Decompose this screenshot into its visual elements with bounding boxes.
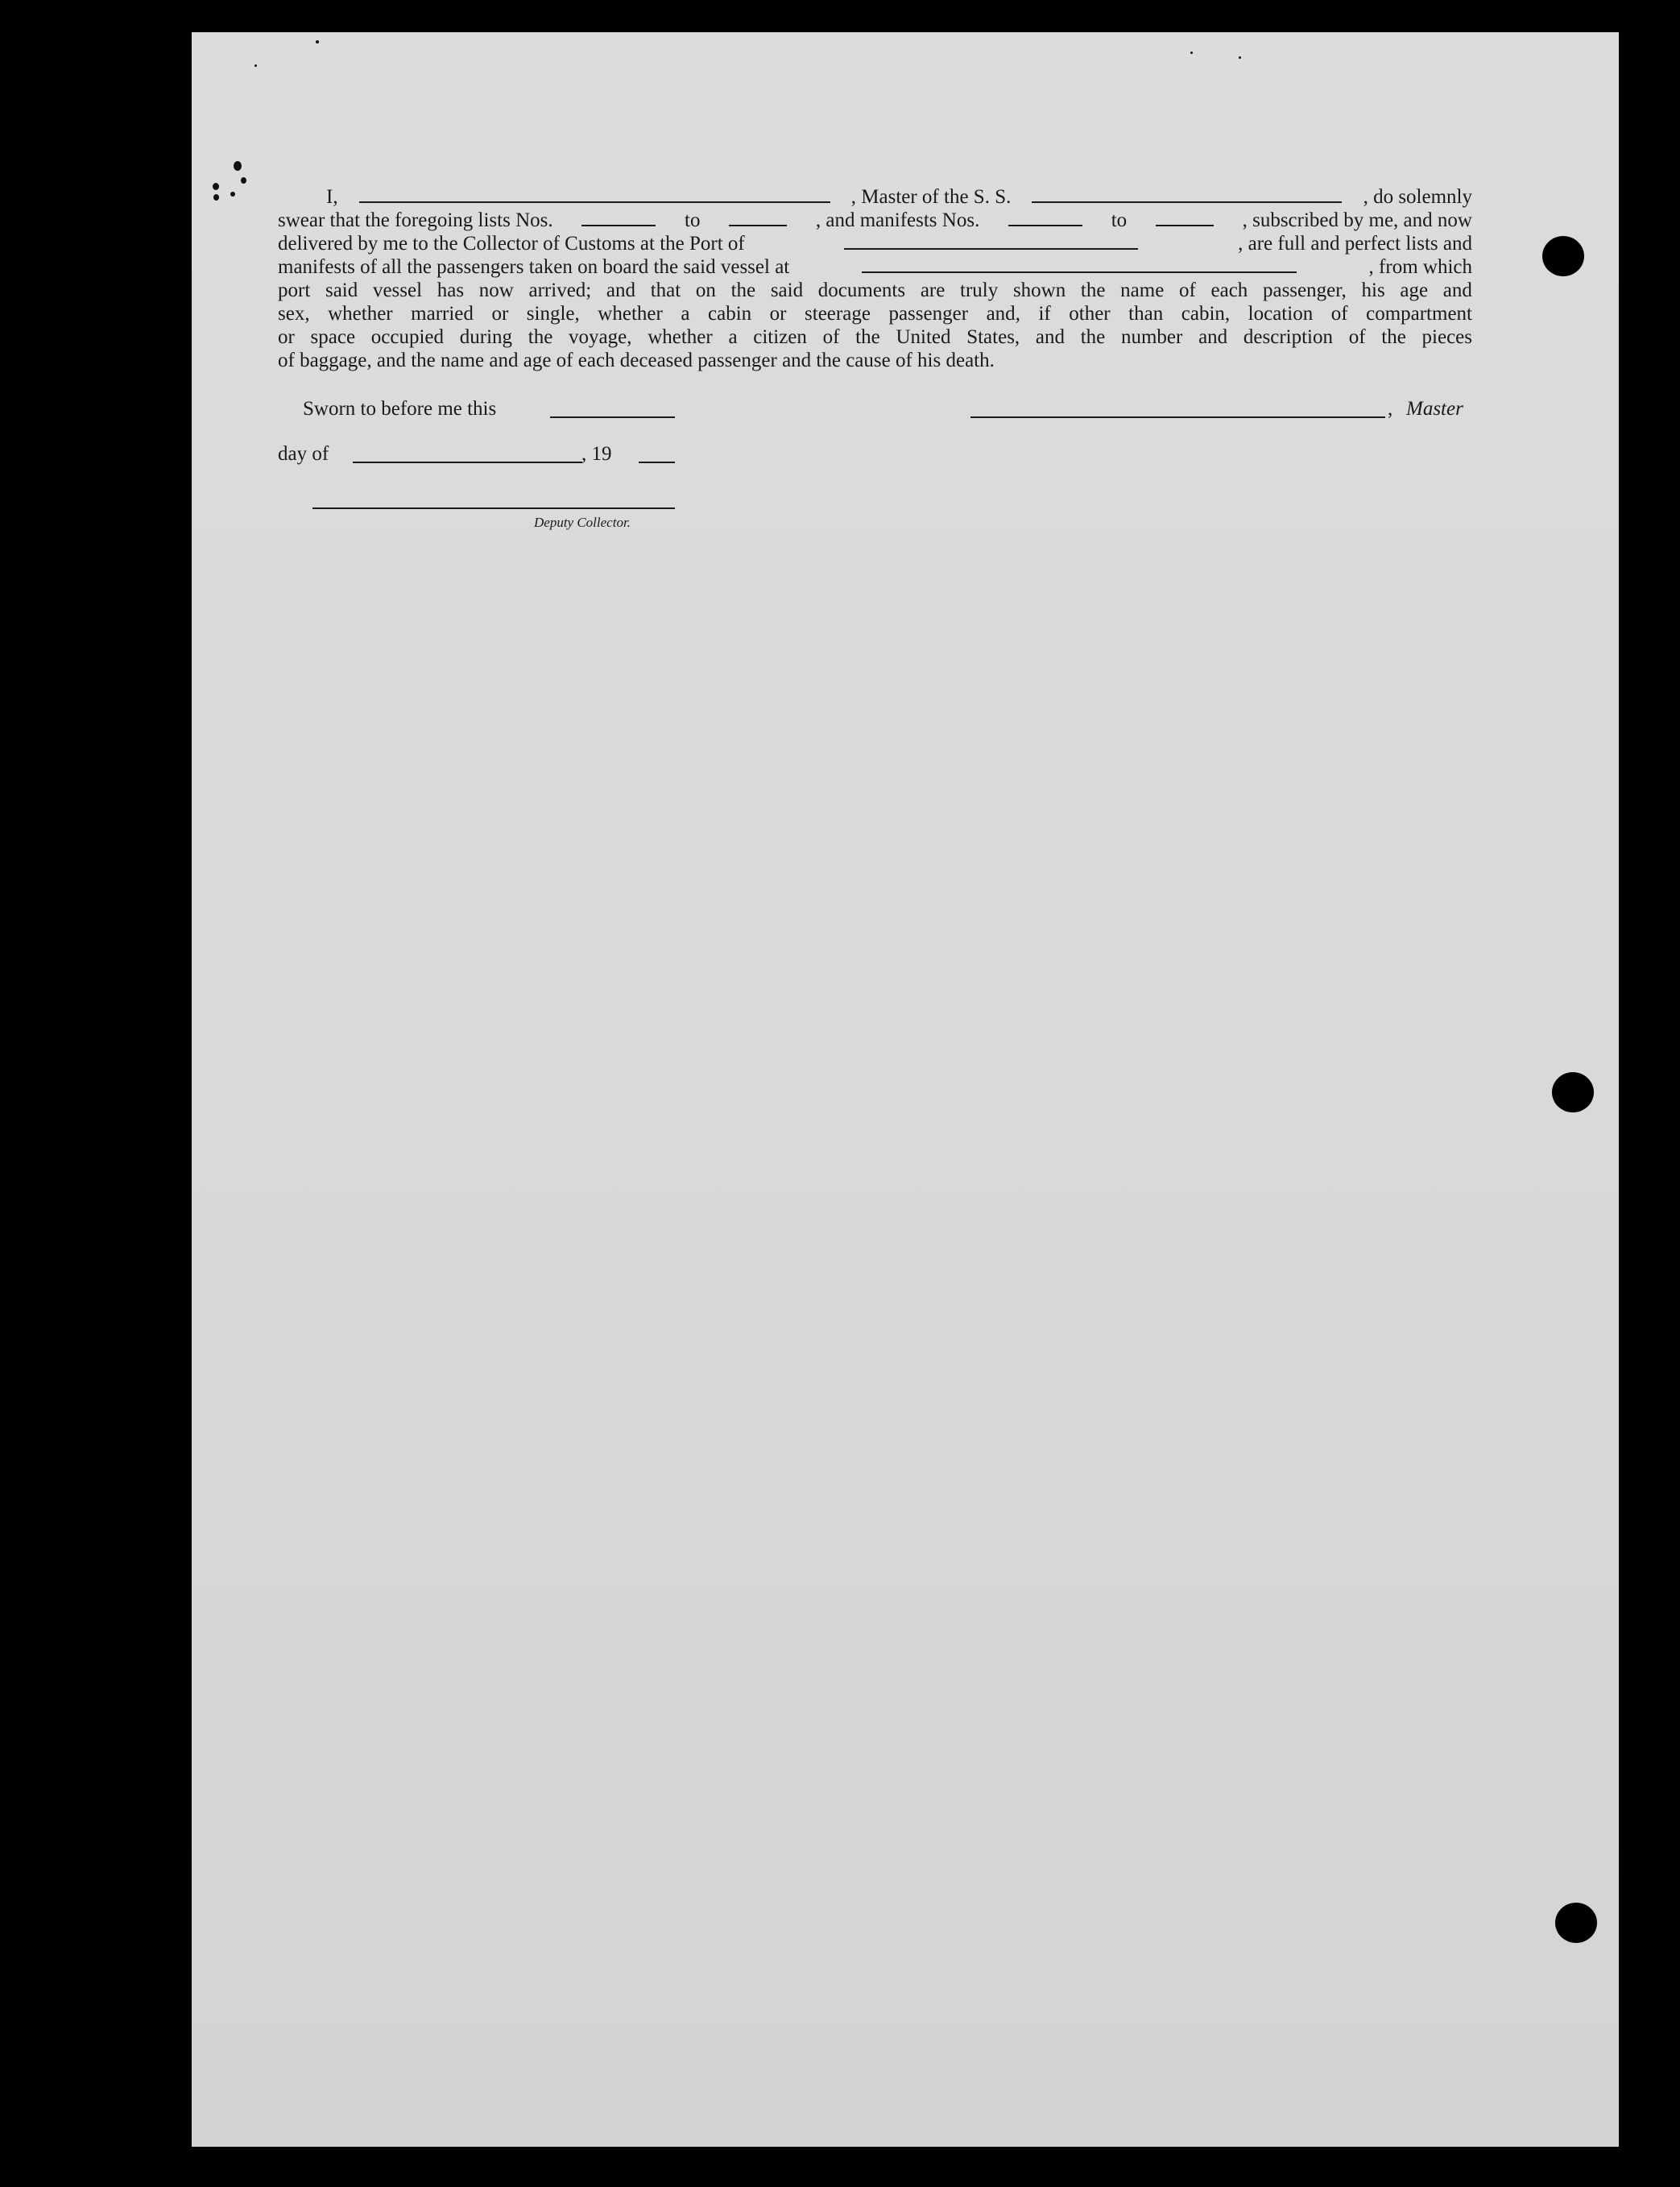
oath-word: the — [528, 326, 553, 348]
oath-word: of — [822, 326, 840, 348]
oath-word: of — [1178, 280, 1196, 301]
blank-port-of — [844, 234, 1138, 250]
blank-master-name — [359, 187, 830, 203]
oath-word: space — [310, 326, 356, 348]
oath-line-4 — [278, 255, 1472, 279]
oath-word: are — [920, 280, 946, 301]
oath-word: that — [650, 280, 681, 301]
deputy-collector-label: Deputy Collector. — [534, 515, 631, 530]
oath-text: , and manifests Nos. — [815, 209, 980, 231]
oath-word: said — [770, 280, 804, 301]
oath-line-5 — [278, 279, 1472, 302]
oath-word: name — [1120, 280, 1165, 301]
ink-speck — [213, 194, 219, 201]
oath-word: the — [1080, 326, 1106, 348]
oath-word: and — [606, 280, 636, 301]
day-of-line — [353, 462, 582, 463]
oath-word: or — [769, 303, 787, 325]
oath-word: compartment — [1366, 303, 1472, 325]
oath-word: married — [411, 303, 474, 325]
oath-word: and, — [986, 303, 1020, 325]
oath-word: the — [730, 280, 756, 301]
oath-word: United — [896, 326, 951, 348]
day-of-label: day of — [278, 443, 329, 465]
oath-text: , subscribed by me, and now — [1242, 209, 1472, 231]
oath-word: the — [855, 326, 880, 348]
oath-word: whether — [598, 303, 663, 325]
oath-word: has — [437, 280, 465, 301]
ink-speck — [254, 64, 257, 67]
sworn-label: Sworn to before me this — [303, 398, 497, 420]
oath-word: if — [1038, 303, 1051, 325]
oath-word: vessel — [372, 280, 423, 301]
oath-text: , are full and perfect lists and — [1238, 233, 1472, 255]
oath-word: port — [278, 280, 311, 301]
oath-text: to — [685, 209, 701, 231]
blank-port-of-embarkation — [862, 257, 1297, 273]
oath-word: arrived; — [528, 280, 592, 301]
oath-word: whether — [328, 303, 393, 325]
punch-hole-bottom — [1555, 1903, 1597, 1943]
ink-speck — [230, 192, 235, 197]
punch-hole-top — [1542, 236, 1584, 276]
document-page — [192, 32, 1619, 2147]
oath-word: each — [1210, 280, 1248, 301]
oath-line-7 — [278, 325, 1472, 349]
oath-word: passenger, — [1262, 280, 1347, 301]
oath-word: description — [1243, 326, 1333, 348]
oath-word: age — [1400, 280, 1429, 301]
blank-lists-from — [581, 210, 656, 226]
oath-word: cabin — [708, 303, 752, 325]
oath-word: voyage, — [569, 326, 632, 348]
oath-word: or — [278, 326, 295, 348]
oath-line-3 — [278, 232, 1472, 255]
ink-speck — [1239, 56, 1241, 59]
ink-speck — [316, 40, 319, 43]
oath-word: single, — [526, 303, 580, 325]
oath-word: than — [1128, 303, 1164, 325]
oath-paragraph — [278, 185, 1472, 372]
oath-word: and — [1442, 280, 1472, 301]
master-label: Master — [1406, 398, 1463, 420]
oath-word: States, — [966, 326, 1020, 348]
oath-word: his — [1361, 280, 1385, 301]
oath-word: truly — [960, 280, 999, 301]
oath-word: of — [1330, 303, 1348, 325]
oath-text: to — [1111, 209, 1128, 231]
oath-word: the — [1381, 326, 1406, 348]
oath-word: now — [478, 280, 514, 301]
deputy-collector-line — [312, 507, 675, 509]
oath-text: , Master of the S. S. — [850, 186, 1012, 208]
sworn-date-line — [550, 416, 675, 418]
blank-lists-to — [729, 210, 787, 226]
oath-word: a — [681, 303, 690, 325]
oath-line-1 — [278, 185, 1472, 209]
oath-word: a — [728, 326, 738, 348]
year-line — [639, 462, 675, 463]
oath-text: , from which — [1368, 256, 1472, 278]
oath-word: steerage — [805, 303, 871, 325]
oath-word: sex, — [278, 303, 310, 325]
oath-word: whether — [648, 326, 713, 348]
oath-word: during — [459, 326, 513, 348]
oath-line-2 — [278, 209, 1472, 232]
oath-word: and — [1198, 326, 1228, 348]
oath-word: other — [1069, 303, 1111, 325]
oath-word: said — [325, 280, 358, 301]
oath-word: cabin, — [1181, 303, 1231, 325]
oath-text: of baggage, and the name and age of each deceased passenger and the cause of his death. — [278, 350, 995, 371]
oath-text: delivered by me to the Collector of Customs at the Port of — [278, 233, 745, 255]
oath-word: citizen — [753, 326, 807, 348]
blank-manifests-from — [1008, 210, 1082, 226]
blank-ship-name — [1032, 187, 1342, 203]
oath-word: number — [1120, 326, 1183, 348]
blank-manifests-to — [1156, 210, 1214, 226]
ink-speck — [234, 161, 242, 171]
oath-word: on — [695, 280, 716, 301]
ink-speck — [1190, 52, 1193, 54]
oath-word: documents — [817, 280, 906, 301]
oath-line-6 — [278, 302, 1472, 325]
oath-word: pieces — [1421, 326, 1472, 348]
oath-word: and — [1035, 326, 1065, 348]
oath-word: occupied — [370, 326, 445, 348]
ink-speck — [241, 177, 246, 184]
year-label: , 19 — [581, 443, 612, 465]
oath-word: location — [1248, 303, 1314, 325]
master-signature-line — [970, 416, 1385, 418]
oath-word: or — [491, 303, 509, 325]
oath-line-8 — [278, 349, 1472, 372]
oath-text: I, — [326, 186, 338, 208]
oath-text: manifests of all the passengers taken on board the said vessel at — [278, 256, 790, 278]
oath-word: passenger — [888, 303, 969, 325]
oath-word: shown — [1012, 280, 1066, 301]
ink-speck — [213, 183, 219, 190]
master-comma: , — [1388, 398, 1393, 420]
oath-word: the — [1080, 280, 1106, 301]
oath-text: swear that the foregoing lists Nos. — [278, 209, 553, 231]
punch-hole-middle — [1552, 1072, 1594, 1112]
oath-word: of — [1348, 326, 1366, 348]
oath-text: , do solemnly — [1363, 186, 1472, 208]
